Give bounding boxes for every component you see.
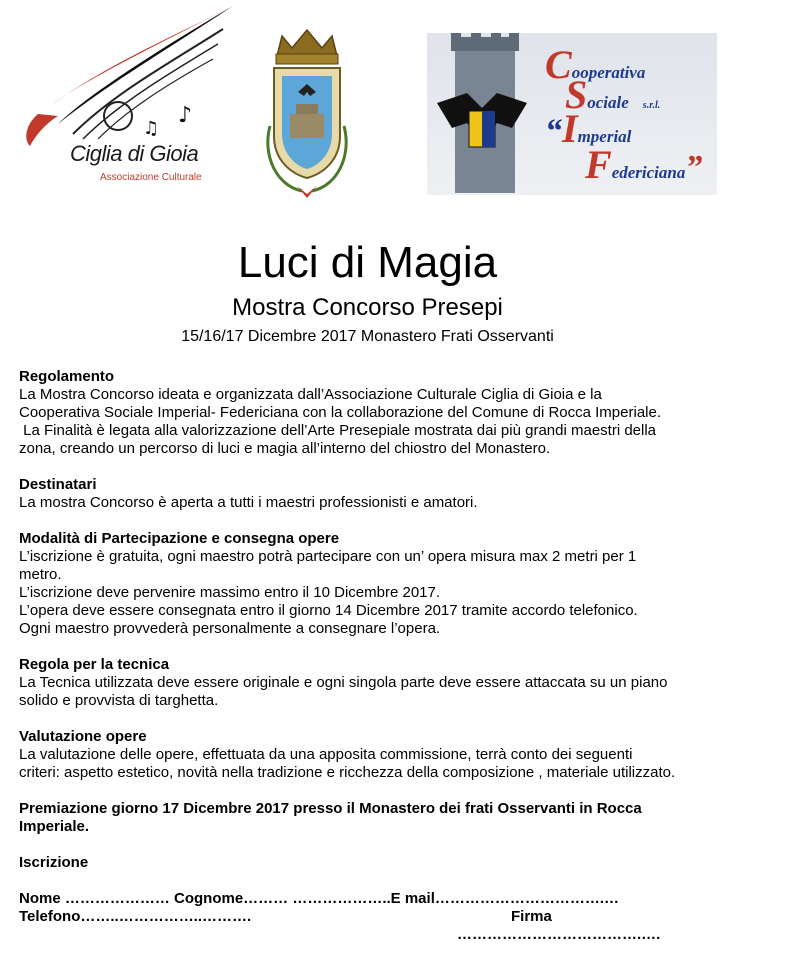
section-line: La mostra Concorso è aperta a tutti i maestri professionisti e amatori. <box>19 494 478 511</box>
event-dateline: 15/16/17 Dicembre 2017 Monastero Frati Osservanti <box>181 328 554 345</box>
municipal-coat-of-arms <box>252 26 362 198</box>
section-regolamento <box>19 368 779 458</box>
section-line: La valutazione delle opere, effettuata da una apposita commissione, terrà conto dei seguenti <box>19 746 633 763</box>
page-subtitle: Mostra Concorso Presepi <box>232 294 503 321</box>
premiazione-line: Premiazione giorno 17 Dicembre 2017 presso il Monastero dei frati Osservanti in Rocca <box>19 800 642 817</box>
section-line: L’opera deve essere consegnata entro il giorno 14 Dicembre 2017 tramite accordo telefonico. <box>19 602 638 619</box>
section-heading: Regolamento <box>19 368 115 385</box>
section-line: La Tecnica utilizzata deve essere originale e ogni singola parte deve essere attaccata su un piano <box>19 674 668 691</box>
coop-line-3: “Imperial <box>545 106 632 151</box>
association-subtitle: Associazione Culturale <box>100 172 202 183</box>
svg-text:♪: ♪ <box>178 103 193 128</box>
premiazione-notice <box>19 800 779 836</box>
ciglia-di-gioia-logo <box>18 4 243 194</box>
section-valutazione <box>19 728 779 782</box>
association-name: Ciglia di Gioia <box>70 141 199 166</box>
signature-line: ……………………………….…. <box>457 926 661 943</box>
form-row-nome-email: Nome ………………… Cognome……… ………………..E mail…………………………….… <box>19 890 620 907</box>
section-line: L’iscrizione è gratuita, ogni maestro potrà partecipare con un’ opera misura max 2 metri per 1 <box>19 548 637 565</box>
firma-label: Firma <box>511 908 552 925</box>
iscrizione-heading: Iscrizione <box>19 854 89 871</box>
page-title: Luci di Magia <box>237 238 498 287</box>
section-line: La Mostra Concorso ideata e organizzata dall’Associazione Culturale Ciglia di Gioia e la <box>19 386 602 403</box>
tower-eagle-icon <box>427 33 537 195</box>
coop-line-4: Federiciana” <box>585 142 703 187</box>
feather-music-icon <box>18 4 243 154</box>
cooperativa-logo <box>427 33 717 195</box>
signature-row <box>19 926 779 944</box>
section-line: metro. <box>19 566 62 583</box>
regulations-body <box>19 368 779 944</box>
coop-line-2: Sociale s.r.l. <box>565 72 661 117</box>
section-line: criteri: aspetto estetico, novità nella tradizione e ricchezza della composizione , materiale utilizzato. <box>19 764 676 781</box>
section-heading: Modalità di Partecipazione e consegna opere <box>19 530 340 547</box>
coat-of-arms-icon <box>252 26 362 198</box>
premiazione-line: Imperiale. <box>19 818 90 835</box>
section-line: L’iscrizione deve pervenire massimo entro il 10 Dicembre 2017. <box>19 584 441 601</box>
section-line: La Finalità è legata alla valorizzazione dell’Arte Presepiale mostrata dai più grandi maestri della <box>19 422 657 439</box>
section-heading: Destinatari <box>19 476 97 493</box>
coop-line-1: Cooperativa <box>545 42 646 87</box>
section-line: Ogni maestro provvederà personalmente a consegnare l’opera. <box>19 620 441 637</box>
section-line: zona, creando un percorso di luci e magia all’interno del chiostro del Monastero. <box>19 440 551 457</box>
section-destinatari <box>19 476 779 512</box>
header-logos <box>0 0 789 210</box>
section-heading: Regola per la tecnica <box>19 656 170 673</box>
section-line: solido e provvista di targhetta. <box>19 692 219 709</box>
section-line: Cooperativa Sociale Imperial- Federiciana con la collaborazione del Comune di Rocca Imperiale. <box>19 404 661 421</box>
form-row-telefono-firma <box>19 908 779 926</box>
section-heading: Valutazione opere <box>19 728 147 745</box>
section-modalita <box>19 530 779 638</box>
telefono-field: Telefono……..……………..………. <box>19 908 252 925</box>
svg-text:♫: ♫ <box>143 118 160 139</box>
section-tecnica <box>19 656 779 710</box>
